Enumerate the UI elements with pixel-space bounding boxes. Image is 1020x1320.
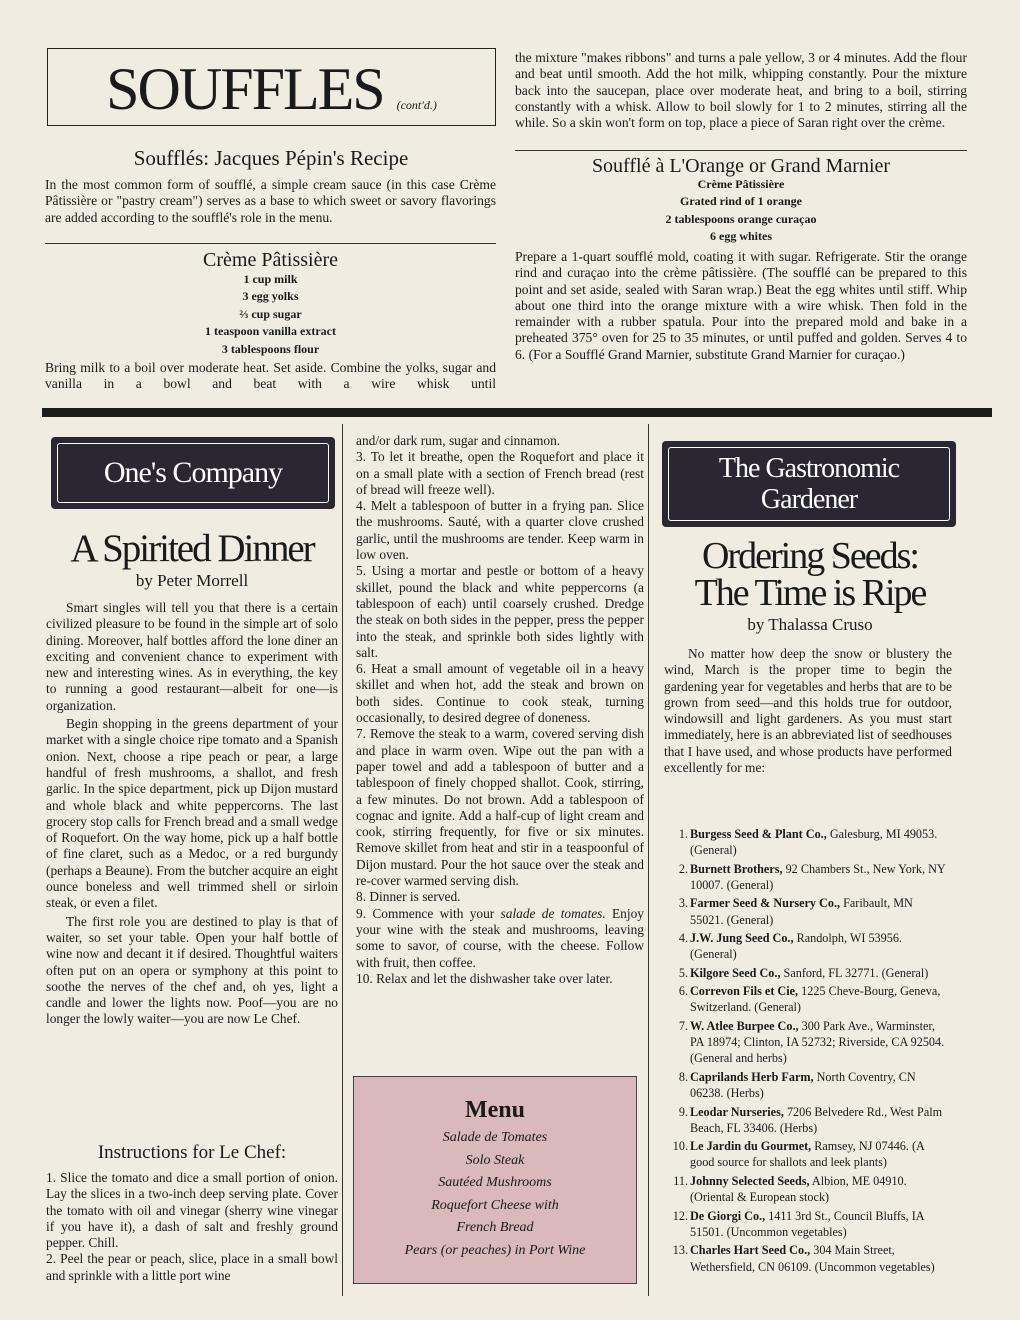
ingredient: 3 egg yolks — [242, 289, 299, 304]
seedhouse-item — [668, 895, 948, 928]
instruction-step: 10. Relax and let the dishwasher take over later. — [356, 970, 613, 986]
instruction-step: 5. Using a mortar and pestle or bottom of a heavy skillet, pound the black and white peppercorns (a tablespoon of each) until coarsely crushed. Dredge the steak on both sides in the pepper, press the pepper into the steak, and sprinkle both sides lightly with salt. — [356, 563, 644, 660]
ingredient: 3 tablespoons flour — [221, 341, 320, 356]
creme-ingredients — [45, 271, 496, 358]
ones-company-badge — [51, 437, 335, 509]
article-byline: by Peter Morrell — [135, 571, 249, 590]
gardener-byline: by Thalassa Cruso — [747, 615, 873, 634]
seedhouse-list — [668, 826, 948, 1277]
title-continued: (cont'd.) — [396, 98, 437, 112]
paragraph: The first role you are destined to play is that of waiter, so set your table. Open your half bottle of wine now and decant it if desired. Thoughtful waiters often put on an opera or symphony at this point to soothe the nerves of the chef and, oh yes, light a candle and lower the lights now. Poof—you are no longer the lowly waiter—you are now Le Chef. — [46, 913, 338, 1027]
seedhouse-number: 12. — [672, 1208, 688, 1223]
seedhouse-number: 7. — [678, 1018, 688, 1033]
seedhouse-details: 1225 Cheve-Bourg, Geneva, Switzerland. (General) — [690, 984, 941, 1015]
menu-item: Sautéed Mushrooms — [438, 1175, 552, 1190]
seedhouse-details: 300 Park Ave., Warminster, PA 18974; Clinton, IA 52732; Riverside, CA 92504. (General and herbs) — [690, 1018, 945, 1066]
menu-box — [353, 1076, 637, 1284]
seedhouse-details: Randolph, WI 53956. (General) — [690, 931, 902, 962]
seedhouse-number: 3. — [678, 896, 688, 911]
instruction-step: 9. Commence with your salade de tomates. Enjoy your wine with the steak and mushrooms, leaving some to savor, of course, with the cheese. Follow with fruit, then coffee. — [356, 905, 644, 970]
pepin-intro: In the most common form of soufflé, a simple cream sauce (in this case Crème Pâtissière or "pastry cream") serves as a base to which sweet or savory flavorings are added according to the soufflé's role in the menu. — [45, 177, 496, 225]
menu-item: Pears (or peaches) in Port Wine — [404, 1242, 586, 1258]
instructions-start — [46, 1170, 338, 1284]
creme-method-part1: Bring milk to a boil over moderate heat. Set aside. Combine the yolks, sugar and vanilla in a bowl and beat with a wire whisk until — [45, 360, 496, 392]
seedhouse-number: 10. — [672, 1139, 688, 1154]
divider — [515, 150, 967, 151]
orange-method: Prepare a 1-quart soufflé mold, coating it with sugar. Refrigerate. Stir the orange rind and curaçao into the crème pâtissière. (The soufflé can be prepared to this point and set aside, sealed with Saran wrap.) Beat the egg whites until stiff. Whip about one third into the orange mixture with a wire whisk. Then fold in the remainder with a rubber spatula. Pour into the prepared mold and bake in a preheated 375° oven for 25 to 35 minutes, or until puffed and golden. Serves 4 to 6. (For a Soufflé Grand Marnier, substitute Grand Marnier for curaçao.) — [515, 249, 967, 362]
menu-title: Menu — [465, 1097, 525, 1123]
seedhouse-details: 92 Chambers St., New York, NY 10007. (General) — [690, 861, 946, 892]
seedhouse-item — [668, 1208, 948, 1241]
seedhouse-item — [668, 1069, 948, 1102]
seedhouse-item — [668, 983, 948, 1016]
instruction-step: and/or dark rum, sugar and cinnamon. — [356, 433, 561, 448]
ones-company-badge-label: One's Company — [103, 456, 283, 489]
seedhouse-details: Albion, ME 04910. (Oriental & European stock) — [690, 1173, 907, 1205]
seedhouse-item — [668, 1018, 948, 1067]
seedhouse-item — [668, 861, 948, 894]
seedhouse-details: 7206 Belvedere Rd., West Palm Beach, FL 33406. (Herbs) — [690, 1104, 943, 1135]
divider — [45, 243, 496, 244]
gardener-intro: No matter how deep the snow or blustery the wind, March is the proper time to begin the gardening year for vegetables and herbs that are to be grown from seed—and this holds true for outdoor, windowsill and light gardeners. As you must start immediately, here is an abbreviated list of seedhouses that I have used, and whose products have performed excellently for me: — [664, 646, 952, 776]
seedhouse-name: Charles Hart Seed Co., — [690, 1243, 811, 1258]
seedhouse-name: De Giorgi Co., — [690, 1208, 766, 1223]
article-headline: A Spirited Dinner — [70, 527, 314, 570]
ingredient: ⅔ cup sugar — [239, 306, 302, 321]
seedhouse-item — [668, 1104, 948, 1137]
gardener-badge-label: The Gastronomic Gardener — [718, 453, 900, 515]
seedhouse-item — [668, 826, 948, 859]
seedhouse-number: 11. — [673, 1173, 688, 1188]
seedhouse-details: Ramsey, NJ 07446. (A good source for shallots and leek plants) — [690, 1139, 925, 1170]
instruction-step: 1. Slice the tomato and dice a small portion of onion. Lay the slices in a two-inch deep serving plate. Cover the tomato with oil and vinegar (sherry wine vinegar if you have it), a dash of salt and freshly ground pepper. Chill. — [46, 1170, 338, 1251]
seedhouse-number: 2. — [678, 861, 688, 876]
instruction-step: 4. Melt a tablespoon of butter in a frying pan. Slice the mushrooms. Sauté, with a quarter clove crushed garlic, until the mushrooms are tender. Keep warm in low oven. — [356, 498, 644, 563]
instructions-heading: Instructions for Le Chef: — [97, 1142, 287, 1163]
seedhouse-item — [668, 1138, 948, 1171]
salade-emphasis: salade de tomates. — [500, 905, 606, 921]
creme-patissiere-heading: Crème Pâtissière — [203, 249, 338, 271]
instruction-step: 2. Peel the pear or peach, slice, place in a small bowl and sprinkle with a little port wine — [46, 1251, 338, 1283]
menu-item: Roquefort Cheese with — [431, 1197, 559, 1213]
seedhouse-number: 4. — [678, 931, 688, 946]
ingredient: 6 egg whites — [710, 229, 772, 244]
seedhouse-details: 304 Main Street, Wethersfield, CN 06109. (Uncommon vegetables) — [690, 1243, 935, 1274]
seedhouse-item — [668, 930, 948, 963]
instruction-step: 7. Remove the steak to a warm, covered serving dish and place in warm oven. Wipe out the pan with a paper towel and add a tablespoon of butter and a tablespoon of finely chopped shallot. Cook, stirring, a few minutes. Do not brown. Add a tablespoon of cognac and ignite. Add a half-cup of light cream and cook, stirring frequently, for five or six minutes. Remove skillet from heat and stir in a teaspoonful of Dijon mustard. Pour the hot sauce over the steak and re-cover warmed serving dish. — [356, 726, 644, 889]
seedhouse-name: Le Jardin du Gourmet, — [690, 1139, 812, 1154]
menu-item: French Bread — [456, 1220, 534, 1235]
seedhouse-details: Sanford, FL 32771. (General) — [780, 965, 929, 980]
seedhouse-item — [668, 1173, 948, 1206]
orange-ingredients — [515, 176, 967, 246]
seedhouse-name: J.W. Jung Seed Co., — [690, 931, 794, 946]
creme-method-part2: the mixture "makes ribbons" and turns a pale yellow, 3 or 4 minutes. Add the flour and beat until smooth. Add the hot milk, whipping constantly. Pour the mixture back into the saucepan, place over moderate heat, and bring to a boil, stirring constantly with a whisk. Allow to boil slowly for 1 to 2 minutes, stirring all the while. So a skin won't form on top, place a piece of Saran right over the crème. — [515, 50, 967, 131]
instruction-step: 8. Dinner is served. — [356, 889, 461, 905]
gastronomic-gardener-badge — [662, 441, 956, 527]
ingredient: 2 tablespoons orange curaçao — [665, 211, 817, 226]
instruction-step: 6. Heat a small amount of vegetable oil in a heavy skillet and when hot, add the steak and brown on both sides. Continue to cook steak, turning occasionally, to desired degree of doneness. — [356, 661, 644, 726]
seedhouse-number: 5. — [678, 965, 688, 980]
ones-company-body — [46, 600, 338, 1028]
seedhouse-name: Correvon Fils et Cie, — [690, 984, 799, 999]
section-divider-bar — [42, 408, 992, 417]
seedhouse-number: 9. — [678, 1104, 688, 1119]
paragraph: Begin shopping in the greens department of your market with a single choice ripe tomato and a Spanish onion. Next, choose a ripe peach or pear, a large handful of fresh mushrooms, a shallot, and fresh garlic. In the spice department, pick up Dijon mustard and whole black and white peppercorns. The last grocery stop calls for French bread and a small wedge of Roquefort. On the way home, pick up a half bottle of fine claret, such as a Medoc, or a red burgundy (perhaps a Beaune). From the butcher acquire an eight ounce boneless and well trimmed shell or sirloin steak, or even a filet. — [46, 716, 338, 911]
seedhouse-name: Burnett Brothers, — [690, 861, 783, 876]
seedhouse-details: Faribault, MN 55021. (General) — [690, 896, 913, 927]
pepin-recipe-heading: Soufflés: Jacques Pépin's Recipe — [133, 146, 409, 170]
paragraph: Smart singles will tell you that there is a certain civilized pleasure to be found in the simple art of solo dining. Moreover, half bottles afford the lone diner an exciting and convenient chance to experiment with new and interesting wines. As in everything, the key to running a good restaurant—albeit for one—is organization. — [46, 600, 338, 713]
seedhouse-details: 1411 3rd St., Council Bluffs, IA 51501. (Uncommon vegetables) — [690, 1208, 924, 1239]
instructions-continued — [356, 433, 644, 987]
ingredient: 1 cup milk — [243, 272, 298, 286]
seedhouse-number: 13. — [672, 1243, 688, 1258]
seedhouse-item — [668, 1242, 948, 1275]
orange-souffle-heading: Soufflé à L'Orange or Grand Marnier — [591, 155, 891, 177]
seedhouse-item — [668, 965, 948, 981]
ingredient: Crème Pâtissière — [697, 177, 785, 191]
seedhouse-details: Galesburg, MI 49053. (General) — [690, 827, 938, 858]
seedhouse-name: W. Atlee Burpee Co., — [690, 1018, 799, 1033]
page-title: SOUFFLES (cont'd.) — [106, 56, 437, 122]
seedhouse-number: 8. — [678, 1069, 688, 1084]
seedhouse-name: Leodar Nurseries, — [690, 1104, 784, 1119]
menu-item: Solo Steak — [465, 1152, 525, 1168]
seedhouse-name: Johnny Selected Seeds, — [690, 1173, 810, 1188]
seedhouse-number: 1. — [678, 827, 688, 841]
ingredient: Grated rind of 1 orange — [680, 194, 802, 209]
seedhouse-number: 6. — [678, 984, 688, 999]
ingredient: 1 teaspoon vanilla extract — [205, 324, 336, 339]
seedhouse-name: Caprilands Herb Farm, — [690, 1069, 814, 1084]
seedhouse-name: Kilgore Seed Co., — [690, 965, 781, 980]
menu-item: Salade de Tomates — [442, 1130, 548, 1145]
seedhouse-name: Farmer Seed & Nursery Co., — [690, 896, 841, 911]
instruction-step: 3. To let it breathe, open the Roquefort and place it on a small plate with a section of French bread (rest of bread will freeze well). — [356, 449, 644, 497]
gardener-headline: Ordering Seeds: The Time is Ripe — [694, 535, 926, 614]
seedhouse-details: North Coventry, CN 06238. (Herbs) — [690, 1069, 916, 1101]
seedhouse-name: Burgess Seed & Plant Co., — [690, 827, 827, 841]
